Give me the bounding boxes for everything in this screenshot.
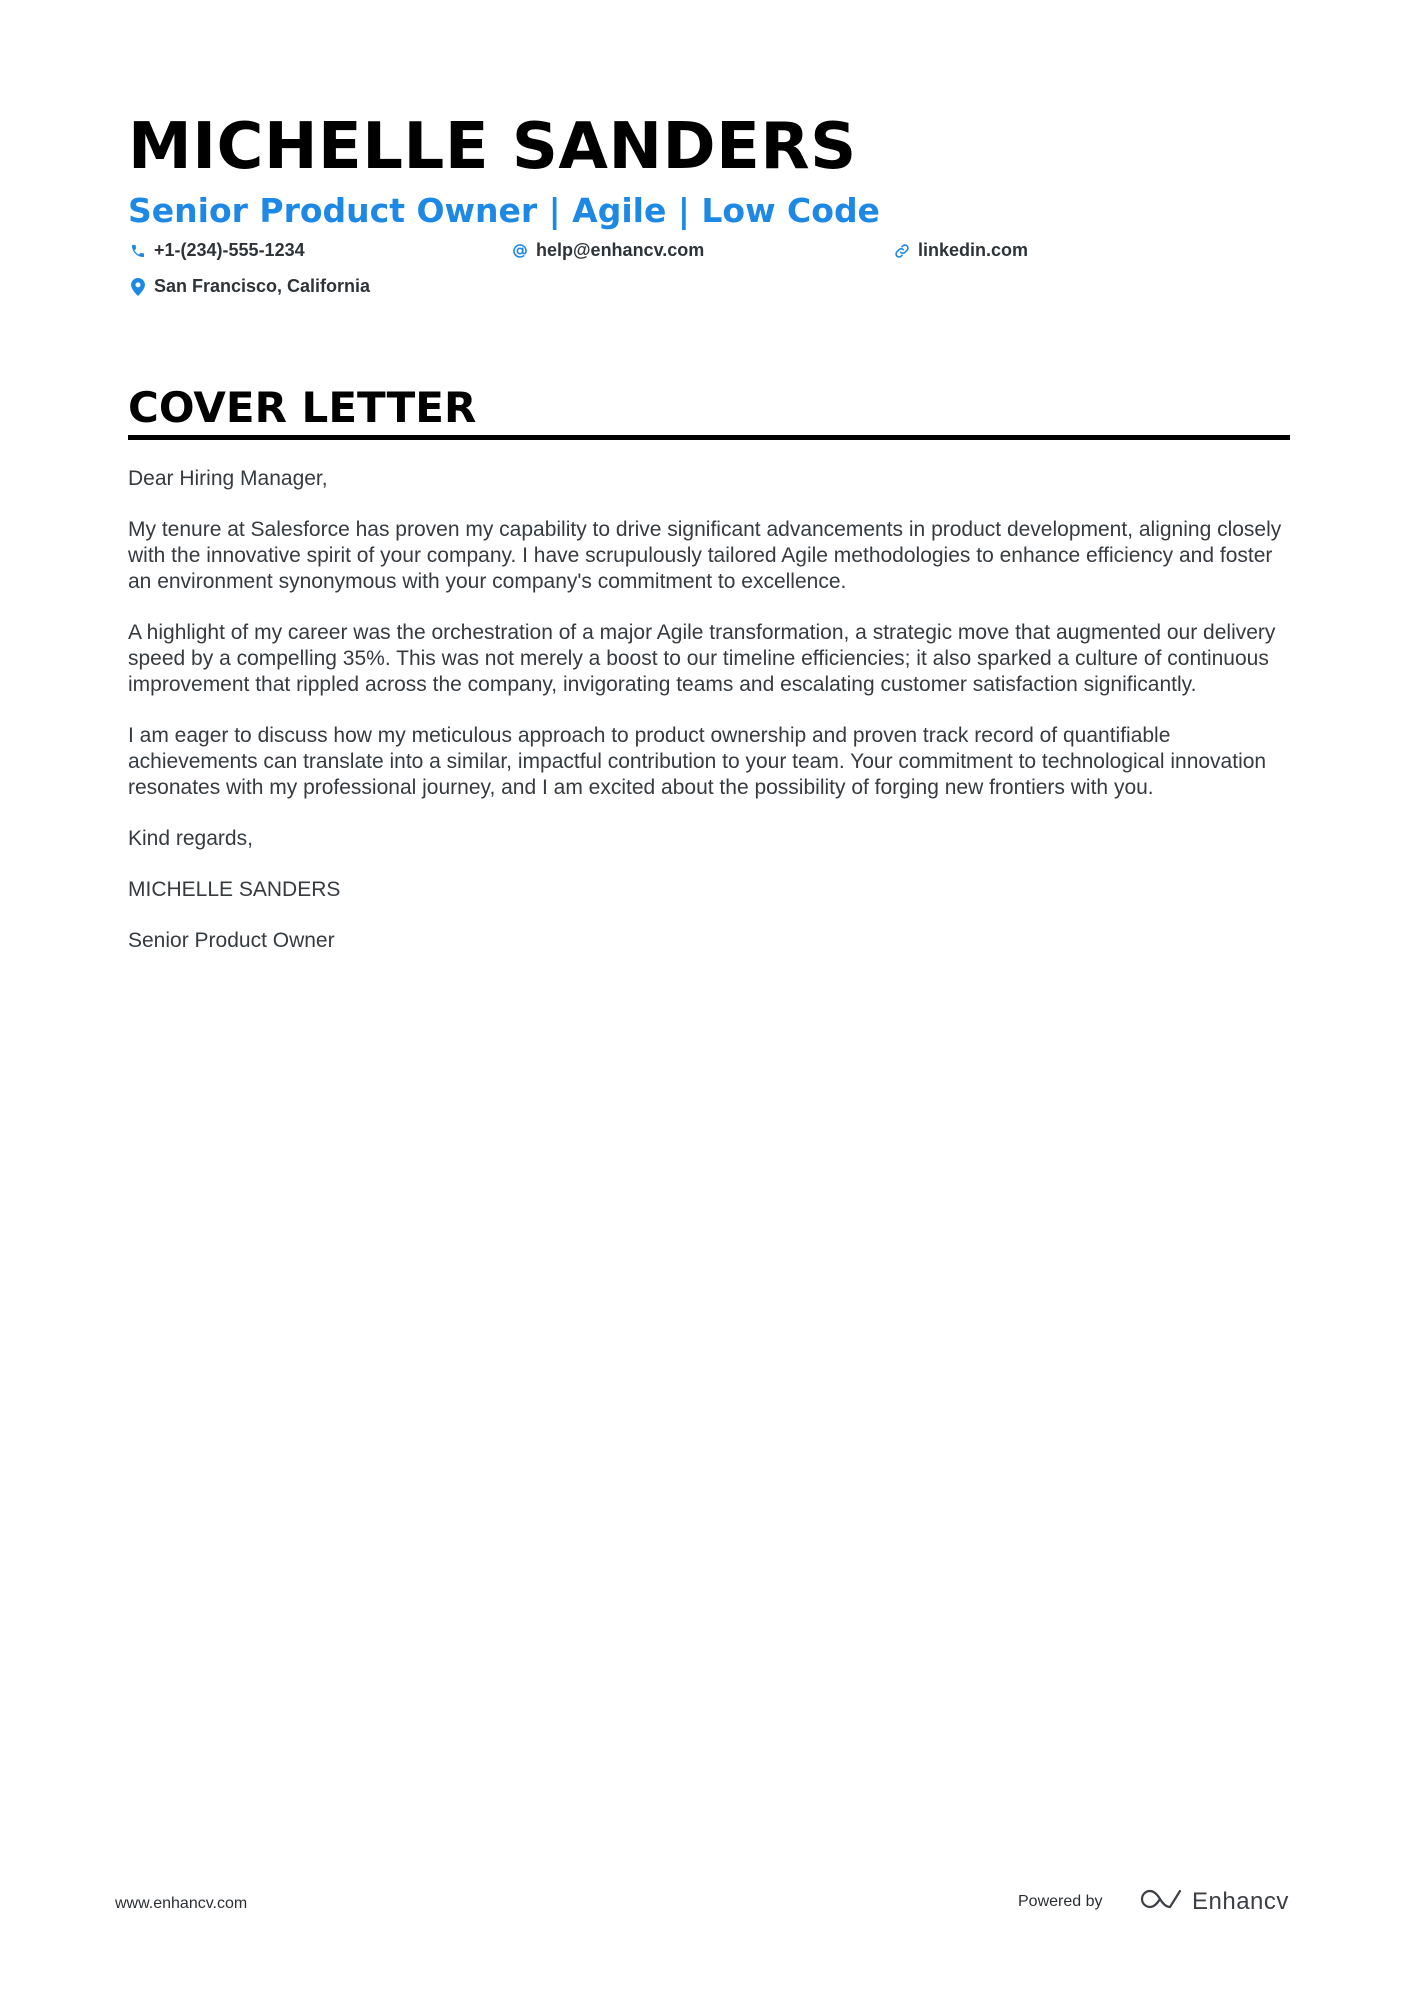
location-pin-icon — [128, 277, 148, 297]
email-text[interactable]: help@enhancv.com — [536, 240, 705, 260]
letter-body — [128, 466, 1293, 979]
location-text: San Francisco, California — [154, 276, 371, 296]
contact-website[interactable] — [892, 240, 1028, 261]
brand-logo[interactable] — [1138, 1886, 1289, 1917]
at-icon — [510, 241, 530, 261]
powered-by-label: Powered by — [1018, 1893, 1103, 1910]
section-title: COVER LETTER — [128, 383, 477, 432]
phone-icon — [128, 241, 148, 261]
section-divider — [128, 435, 1290, 440]
website-text[interactable]: linkedin.com — [918, 240, 1029, 260]
phone-text: +1-(234)-555-1234 — [154, 240, 305, 260]
letter-paragraph: I am eager to discuss how my meticulous approach to product ownership and proven track record of quantifiable achievements can translate into a similar, impactful contribution to your team. Your commitment to technological innovation resonates with my professional journey, and I am excited about the possibility of forging new frontiers with you. — [128, 724, 1267, 799]
contact-location — [128, 276, 370, 297]
signature-title: Senior Product Owner — [128, 929, 335, 952]
letter-greeting: Dear Hiring Manager, — [128, 467, 328, 490]
letter-closing: Kind regards, — [128, 827, 253, 850]
candidate-name: MICHELLE SANDERS — [128, 110, 857, 184]
link-icon — [892, 241, 912, 261]
footer-url[interactable]: www.enhancv.com — [115, 1895, 248, 1912]
signature-name: MICHELLE SANDERS — [128, 878, 341, 901]
contact-phone — [128, 240, 305, 261]
letter-paragraph: My tenure at Salesforce has proven my capability to drive significant advancements in product development, aligning closely with the innovative spirit of your company. I have scrupulously tailored Agile methodologies to enhance efficiency and foster an environment synonymous with your company's commitment to excellence. — [128, 518, 1282, 593]
letter-paragraph: A highlight of my career was the orchestration of a major Agile transformation, a strategic move that augmented our delivery speed by a compelling 35%. This was not merely a boost to our timeline efficiencies; it also sparked a culture of continuous improvement that rippled across the company, invigorating teams and escalating customer satisfaction significantly. — [128, 621, 1276, 696]
headline: Senior Product Owner | Agile | Low Code — [128, 191, 880, 230]
contact-email[interactable] — [510, 240, 704, 261]
brand-name: Enhancv — [1192, 1887, 1289, 1915]
enhancv-logo-icon — [1138, 1886, 1184, 1917]
